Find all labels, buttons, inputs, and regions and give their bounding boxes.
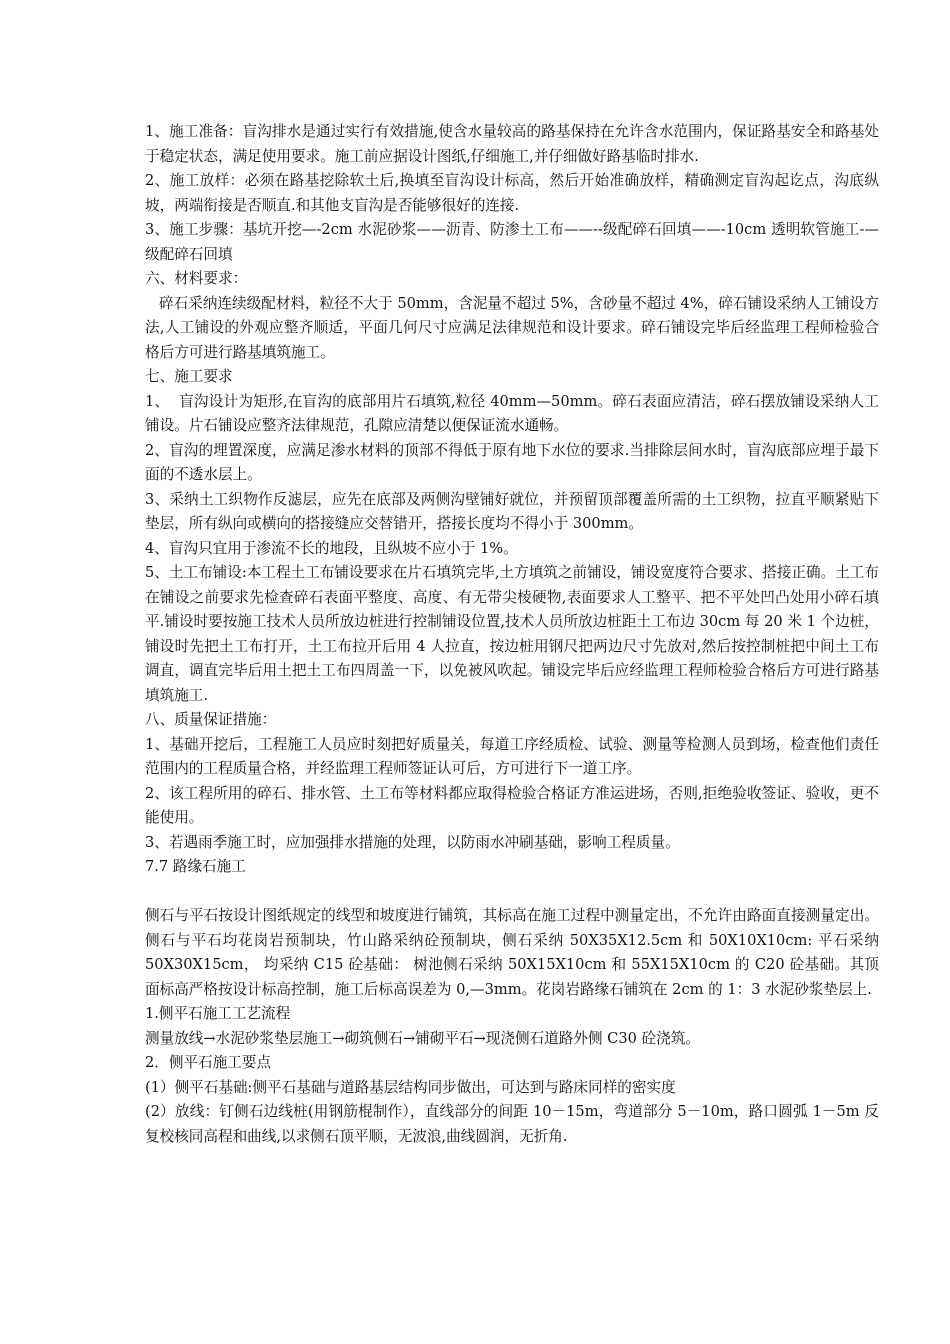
paragraph-curb-process-flow: 测量放线→水泥砂浆垫层施工→砌筑侧石→铺砌平石→现浇侧石道路外侧 C30 砼浇筑。: [145, 1029, 700, 1047]
paragraph-curb-point-2: (2）放线：钉侧石边线桩(用钢筋棍制作），直线部分的间距 10－15m，弯道部分 5－10m，路口圆弧 1－5m 反复校核同高程和曲线,以求侧石顶平顺，无波浪,曲线圆润，无折角.: [145, 1103, 879, 1145]
heading-material-requirements: 六、材料要求：: [145, 270, 248, 287]
paragraph-req-3: 3、采纳土工织物作反滤层，应先在底部及两侧沟壁铺好就位，并预留顶部覆盖所需的土工织物，拉直平顺紧贴下垫层，所有纵向或横向的搭接缝应交替错开，搭接长度均不得小于 300mm。: [145, 490, 879, 532]
heading-curb-construction: 7.7 路缘石施工: [145, 858, 246, 875]
heading-curb-key-points: 2．侧平石施工要点: [145, 1054, 272, 1071]
paragraph-req-2: 2、盲沟的埋置深度，应满足渗水材料的顶部不得低于原有地下水位的要求.当排除层间水时，盲沟底部应埋于最下面的不透水层上。: [145, 441, 879, 483]
paragraph-construction-steps: 3、施工步骤：基坑开挖—-2cm 水泥砂浆——沥青、防渗土工布——--级配碎石回填——-10cm 透明软管施工-—级配碎石回填: [145, 221, 879, 263]
heading-quality-assurance: 八、质量保证措施：: [145, 711, 277, 728]
paragraph-qa-3: 3、若遇雨季施工时，应加强排水措施的处理，以防雨水冲刷基础，影响工程质量。: [145, 833, 680, 851]
paragraph-construction-layout: 2、施工放样：必须在路基挖除软土后,换填至盲沟设计标高，然后开始准确放样，精确测定盲沟起讫点，沟底纵坡，两端衔接是否顺直.和其他支盲沟是否能够很好的连接.: [145, 172, 879, 214]
paragraph-req-4: 4、盲沟只宜用于渗流不长的地段，且纵坡不应小于 1%。: [145, 539, 518, 557]
blank-line: [145, 880, 879, 905]
document-body: [145, 120, 879, 1149]
paragraph-qa-1: 1、基础开挖后，工程施工人员应时刻把好质量关，每道工序经质检、试验、测量等检测人员到场，检查他们责任范围内的工程质量合格，并经监理工程师签证认可后，方可进行下一道工序。: [145, 735, 879, 777]
heading-curb-process: 1.侧平石施工工艺流程: [145, 1005, 291, 1022]
paragraph-curb-overview: 侧石与平石按设计图纸规定的线型和坡度进行铺筑，其标高在施工过程中测量定出，不允许由路面直接测量定出。侧石与平石均花岗岩预制块，竹山路采纳砼预制块，侧石采纳 50X35X12.5cm 和 50X10X10cm: 平石采纳 50X30X15cm， 均采纳 C15 砼基础： 树池侧石采纳 50X15X10cm 和 55X15X10cm 的 C20 砼基础。其顶面标高严格按设计标高控制，施工后标高误差为 0,—3mm。花岗岩路缘石铺筑在 2cm 的 1：3 水泥砂浆垫层上.: [145, 907, 879, 998]
paragraph-req-1: 1、 盲沟设计为矩形,在盲沟的底部用片石填筑,粒径 40mm—50mm。碎石表面应清洁，碎石摆放铺设采纳人工铺设。片石铺设应整齐法律规范，孔隙应清楚以便保证流水通畅。: [145, 392, 879, 434]
paragraph-qa-2: 2、该工程所用的碎石、排水管、土工布等材料都应取得检验合格证方准运进场，否则,拒绝验收签证、验收，更不能使用。: [145, 784, 879, 826]
paragraph-req-5: 5、土工布铺设:本工程土工布铺设要求在片石填筑完毕,土方填筑之前铺设，铺设宽度符合要求、搭接正确。土工布在铺设之前要求先检查碎石表面平整度、高度、有无带尖棱硬物,表面要求人工整平、把不平处凹凸处用小碎石填平.铺设时要按施工技术人员所放边桩进行控制铺设位置,技术人员所放边桩距土工布边 30cm 每 20 米 1 个边桩，铺设时先把土工布打开，土工布拉开后用 4 人拉直，按边桩用钢尺把两边尺寸先放对,然后按控制桩把中间土工布调直，调直完毕后用土把土工布四周盖一下，以免被风吹起。铺设完毕后应经监理工程师检验合格后方可进行路基填筑施工.: [145, 564, 879, 704]
paragraph-gravel-material: 碎石采纳连续级配材料，粒径不大于 50mm，含泥量不超过 5%，含砂量不超过 4%，碎石铺设采纳人工铺设方法,人工铺设的外观应整齐顺适，平面几何尺寸应满足法律规范和设计要求。碎石铺设完毕后经监理工程师检验合格后方可进行路基填筑施工。: [145, 294, 879, 361]
paragraph-construction-prep: 1、施工准备：盲沟排水是通过实行有效措施,使含水量较高的路基保持在允许含水范围内，保证路基安全和路基处于稳定状态，满足使用要求。施工前应据设计图纸,仔细施工,并仔细做好路基临时排水.: [145, 123, 879, 165]
heading-construction-requirements: 七、施工要求: [145, 368, 233, 385]
paragraph-curb-point-1: (1）侧平石基础:侧平石基础与道路基层结构同步做出，可达到与路床同样的密实度: [145, 1078, 676, 1096]
